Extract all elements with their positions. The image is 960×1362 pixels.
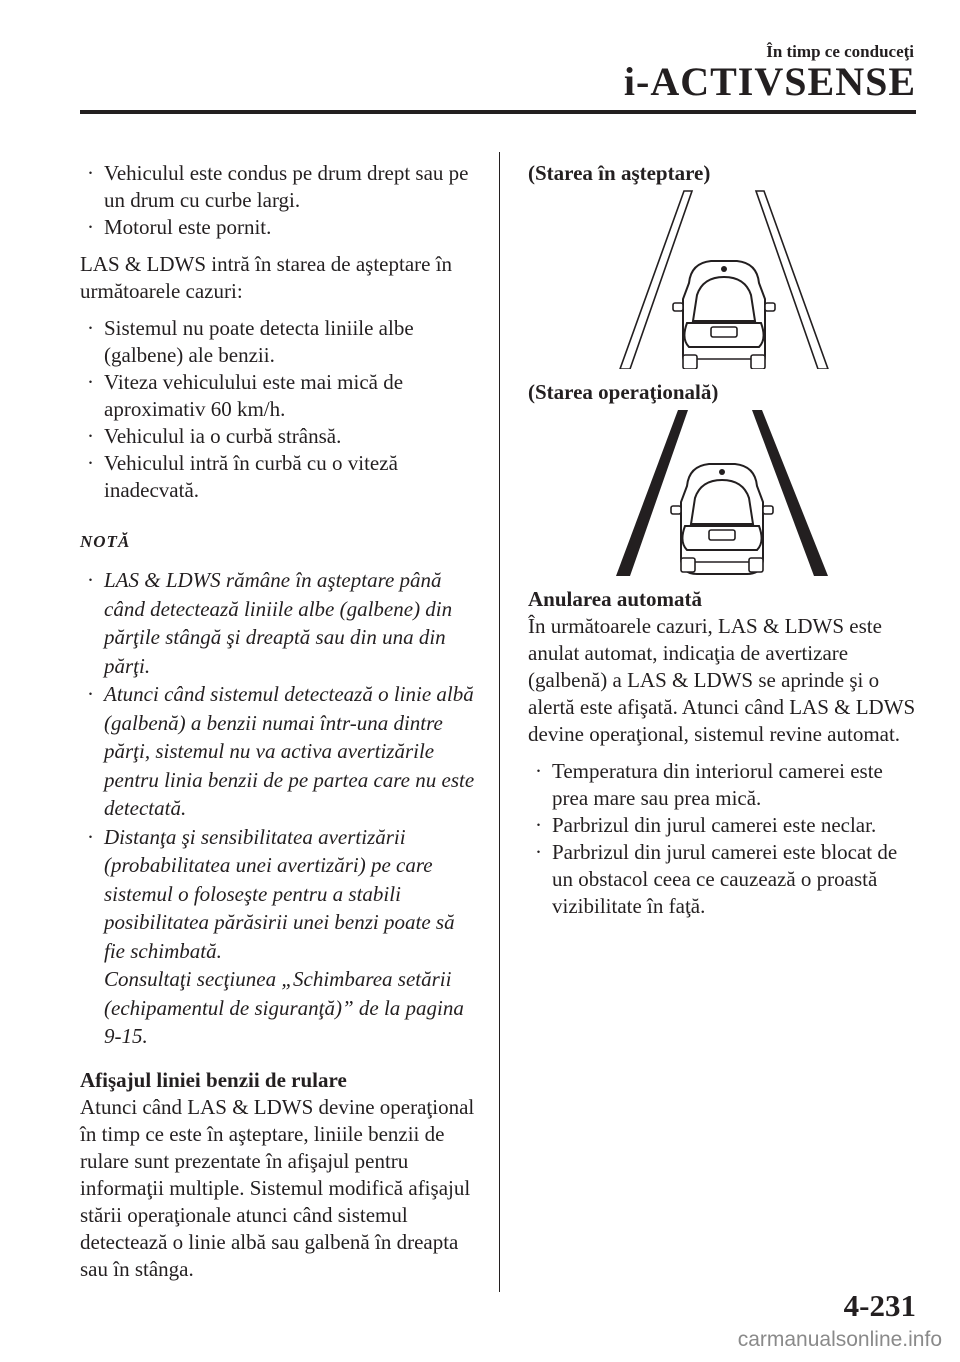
standby-lane-illustration xyxy=(528,187,920,369)
car-icon xyxy=(673,261,775,369)
list-item: · Temperatura din interiorul camerei este prea mare sau prea mică. xyxy=(535,759,883,810)
list-item: · Parbrizul din jurul camerei este blocat de un obstacol ceea ce cauzează o proastă vizibilitate în faţă. xyxy=(535,840,898,918)
cancel-heading: Anularea automată xyxy=(528,587,703,611)
list-item: · Vehiculul intră în curbă cu o viteză inadecvată. xyxy=(87,451,398,502)
conditions-list xyxy=(80,160,480,241)
cancel-body: În următoarele cazuri, LAS & LDWS este anulat automat, indicaţia de avertizare (galbenă) a LAS & LDWS se aprinde şi o alertă este afişată. Atunci când LAS & LDWS devine operaţional, sistemul revine automat. xyxy=(528,614,916,746)
list-item: · Distanţa şi sensibilitatea avertizării (probabilitatea unei avertizări) pe care sistemul o foloseşte pentru a stabili posibilitatea părăsirii unei benzi poate să fie schimbată. Consultaţi secţiunea „Schimbarea setării (echipamentul de siguranţă)” de la pagina 9-15. xyxy=(87,824,464,1048)
standby-cases-list xyxy=(80,315,480,504)
list-item: · LAS & LDWS rămâne în aşteptare până când detectează liniile albe (galbene) din părţile stângă şi dreaptă sau din una din părţi. xyxy=(87,568,453,678)
list-item: · Parbrizul din jurul camerei este neclar. xyxy=(535,813,877,837)
page-number: 4-231 xyxy=(843,1288,916,1323)
list-item: · Atunci când sistemul detectează o linie albă (galbenă) a benzii numai într-una dintre părţi, sistemul nu va activa avertizările pentru linia benzii de pe partea care nu este detectată. xyxy=(87,682,475,820)
header-rule xyxy=(80,110,916,114)
list-item: · Vehiculul este condus pe drum drept sau pe un drum cu curbe largi. xyxy=(87,161,469,212)
car-icon xyxy=(671,464,773,574)
section-title: În timp ce conduceţi xyxy=(766,42,914,61)
chapter-title: i-ACTIVSENSE xyxy=(623,59,916,104)
left-lane-line xyxy=(616,410,688,576)
page-reference: Consultaţi secţiunea „Schimbarea setării (echipamentul de siguranţă)” de la pagina 9-15. xyxy=(104,967,464,1048)
note-title: NOTĂ xyxy=(80,532,131,551)
operational-label: (Starea operaţională) xyxy=(528,380,719,404)
list-item: · Sistemul nu poate detecta liniile albe (galbene) ale benzii. xyxy=(87,316,414,367)
display-body: Atunci când LAS & LDWS devine operaţional în timp ce este în aşteptare, liniile benzii de rulare sunt prezentate în afişajul pentru informaţii multiple. Sistemul modifică afişajul stării operaţionale atunci când sistemul detectează o linie albă sau galbenă în dreapta sau în stânga. xyxy=(80,1094,475,1281)
cancel-cases-list xyxy=(528,758,920,920)
list-item: · Motorul este pornit. xyxy=(87,215,272,239)
watermark: carmanualsonline.info xyxy=(737,1328,942,1351)
operational-lane-illustration xyxy=(528,406,920,576)
list-item: · Vehiculul ia o curbă strânsă. xyxy=(87,424,342,448)
column-divider xyxy=(499,152,500,1292)
left-lane-line xyxy=(620,191,692,369)
right-lane-line xyxy=(756,191,828,369)
note-list xyxy=(80,566,480,1051)
display-heading: Afişajul liniei benzii de rulare xyxy=(80,1067,347,1092)
standby-label: (Starea în aşteptare) xyxy=(528,161,711,185)
standby-intro: LAS & LDWS intră în starea de aşteptare în următoarele cazuri: xyxy=(80,252,453,303)
left-column xyxy=(80,160,480,1283)
right-column xyxy=(528,160,920,920)
list-item: · Viteza vehiculului este mai mică de aproximativ 60 km/h. xyxy=(87,370,404,421)
